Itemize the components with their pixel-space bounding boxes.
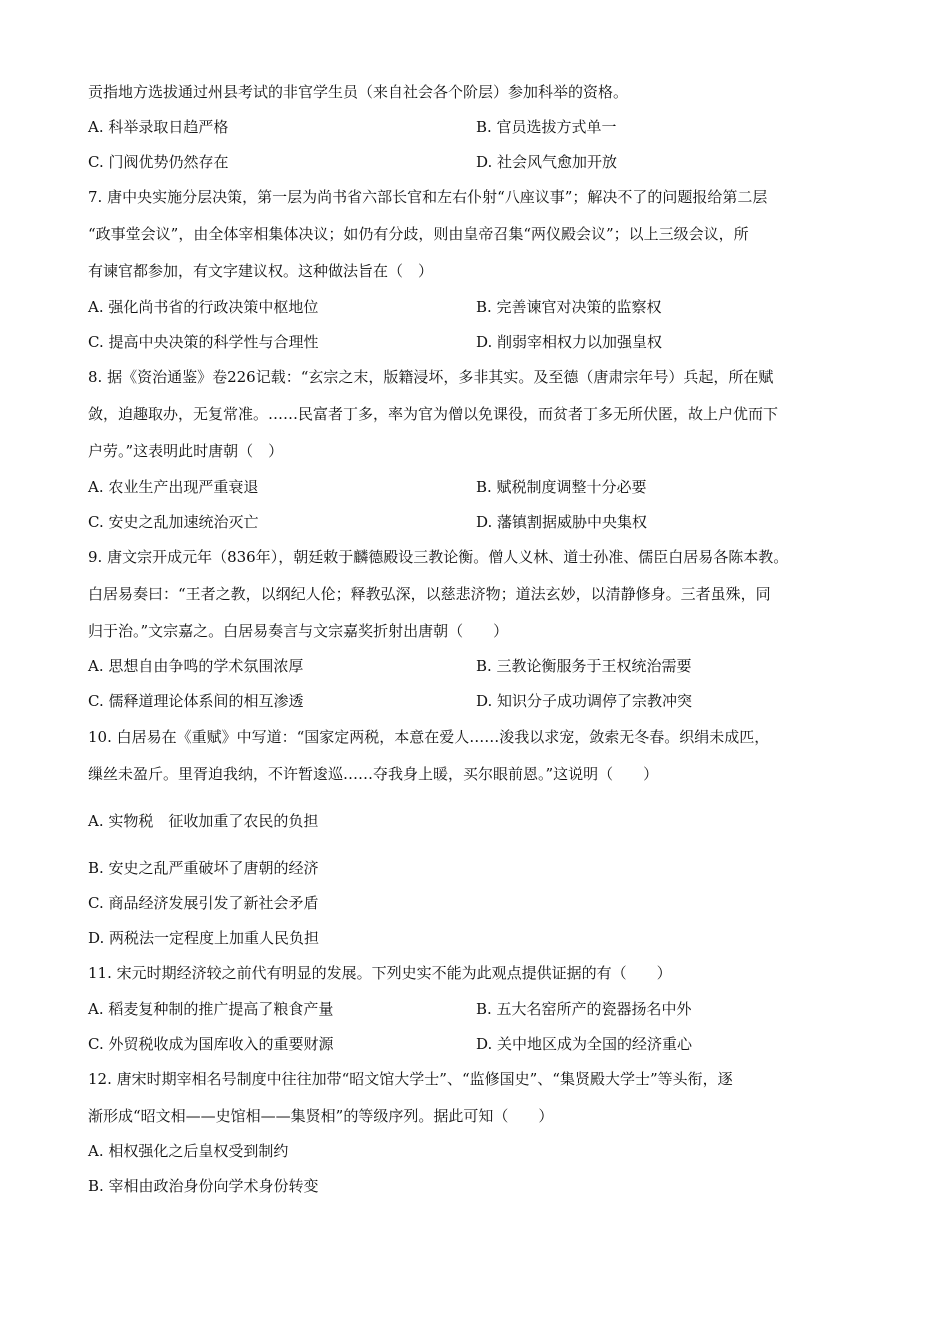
q9-stem-line-1: 9. 唐文宗开成元年（836年），朝廷敕于麟德殿设三教论衡。僧人义林、道士孙准、儒臣白居易各陈本教。 (88, 548, 789, 566)
q8-stem-line-2: 敛，迫趣取办，无复常准。……民富者丁多，率为官为僧以免课役，而贫者丁多无所伏匿，故上户优而下 (88, 405, 779, 423)
q6-option-d: D. 社会风气愈加开放 (476, 153, 618, 171)
q9-option-d: D. 知识分子成功调停了宗教冲突 (476, 692, 693, 710)
q7-option-d: D. 削弱宰相权力以加强皇权 (476, 333, 663, 351)
q10-option-c: C. 商品经济发展引发了新社会矛盾 (88, 894, 319, 912)
q7-option-a: A. 强化尚书省的行政决策中枢地位 (88, 298, 319, 316)
q9-option-c: C. 儒释道理论体系间的相互渗透 (88, 692, 304, 710)
q11-stem-line-1: 11. 宋元时期经济较之前代有明显的发展。下列史实不能为此观点提供证据的有（ ） (88, 964, 672, 982)
q9-option-a: A. 思想自由争鸣的学术氛围浓厚 (88, 657, 304, 675)
q8-option-a: A. 农业生产出现严重衰退 (88, 478, 259, 496)
intro-tail-text: 贡指地方选拔通过州县考试的非官学生员（来自社会各个阶层）参加科举的资格。 (88, 83, 629, 101)
q11-option-b: B. 五大名窑所产的瓷器扬名中外 (476, 1000, 692, 1018)
q6-option-b: B. 官员选拔方式单一 (476, 118, 617, 136)
q11-option-a: A. 稻麦复种制的推广提高了粮食产量 (88, 1000, 334, 1018)
q9-stem-line-2: 白居易奏曰：“王者之教，以纲纪人伦；释教弘深，以慈悲济物；道法玄妙，以清静修身。三者虽殊，同 (88, 585, 771, 603)
q12-option-b: B. 宰相由政治身份向学术身份转变 (88, 1177, 319, 1195)
q12-stem-line-2: 渐形成“昭文相——史馆相——集贤相”的等级序列。据此可知（ ） (88, 1107, 554, 1125)
q10-option-a: A. 实物税 征收加重了农民的负担 (88, 812, 319, 830)
q7-stem-line-2: “政事堂会议”，由全体宰相集体决议；如仍有分歧，则由皇帝召集“两仪殿会议”；以上三级会议，所 (88, 225, 749, 243)
q9-option-b: B. 三教论衡服务于王权统治需要 (476, 657, 692, 675)
q7-option-b: B. 完善谏官对决策的监察权 (476, 298, 662, 316)
q12-stem-line-1: 12. 唐宋时期宰相名号制度中往往加带“昭文馆大学士”、“监修国史”、“集贤殿大学士”等头衔，逐 (88, 1070, 733, 1088)
q12-option-a: A. 相权强化之后皇权受到制约 (88, 1142, 289, 1160)
q10-option-b: B. 安史之乱严重破坏了唐朝的经济 (88, 859, 319, 877)
q7-stem-line-1: 7. 唐中央实施分层决策，第一层为尚书省六部长官和左右仆射“八座议事”；解决不了的问题报给第二层 (88, 188, 768, 206)
q6-option-a: A. 科举录取日趋严格 (88, 118, 229, 136)
q11-option-d: D. 关中地区成为全国的经济重心 (476, 1035, 693, 1053)
q9-stem-line-3: 归于治。”文宗嘉之。白居易奏言与文宗嘉奖折射出唐朝（ ） (88, 622, 509, 640)
q10-option-d: D. 两税法一定程度上加重人民负担 (88, 929, 320, 947)
q8-option-b: B. 赋税制度调整十分必要 (476, 478, 647, 496)
q6-option-c: C. 门阀优势仍然存在 (88, 153, 229, 171)
q10-stem-line-1: 10. 白居易在《重赋》中写道：“国家定两税，本意在爱人……浚我以求宠，敛索无冬春。织绢未成匹， (88, 728, 770, 746)
q8-stem-line-3: 户劳。”这表明此时唐朝（ ） (88, 442, 284, 460)
q10-stem-line-2: 缫丝未盈斤。里胥迫我纳，不许暂逡巡……夺我身上暖，买尔眼前恩。”这说明（ ） (88, 765, 659, 783)
q7-option-c: C. 提高中央决策的科学性与合理性 (88, 333, 319, 351)
q8-option-d: D. 藩镇割据威胁中央集权 (476, 513, 648, 531)
q11-option-c: C. 外贸税收成为国库收入的重要财源 (88, 1035, 334, 1053)
q7-stem-line-3: 有谏官都参加，有文字建议权。这种做法旨在（ ） (88, 262, 434, 280)
q8-stem-line-1: 8. 据《资治通鉴》卷226记载：“玄宗之末，版籍浸坏，多非其实。及至德（唐肃宗年号）兵起，所在赋 (88, 368, 774, 386)
q8-option-c: C. 安史之乱加速统治灭亡 (88, 513, 259, 531)
